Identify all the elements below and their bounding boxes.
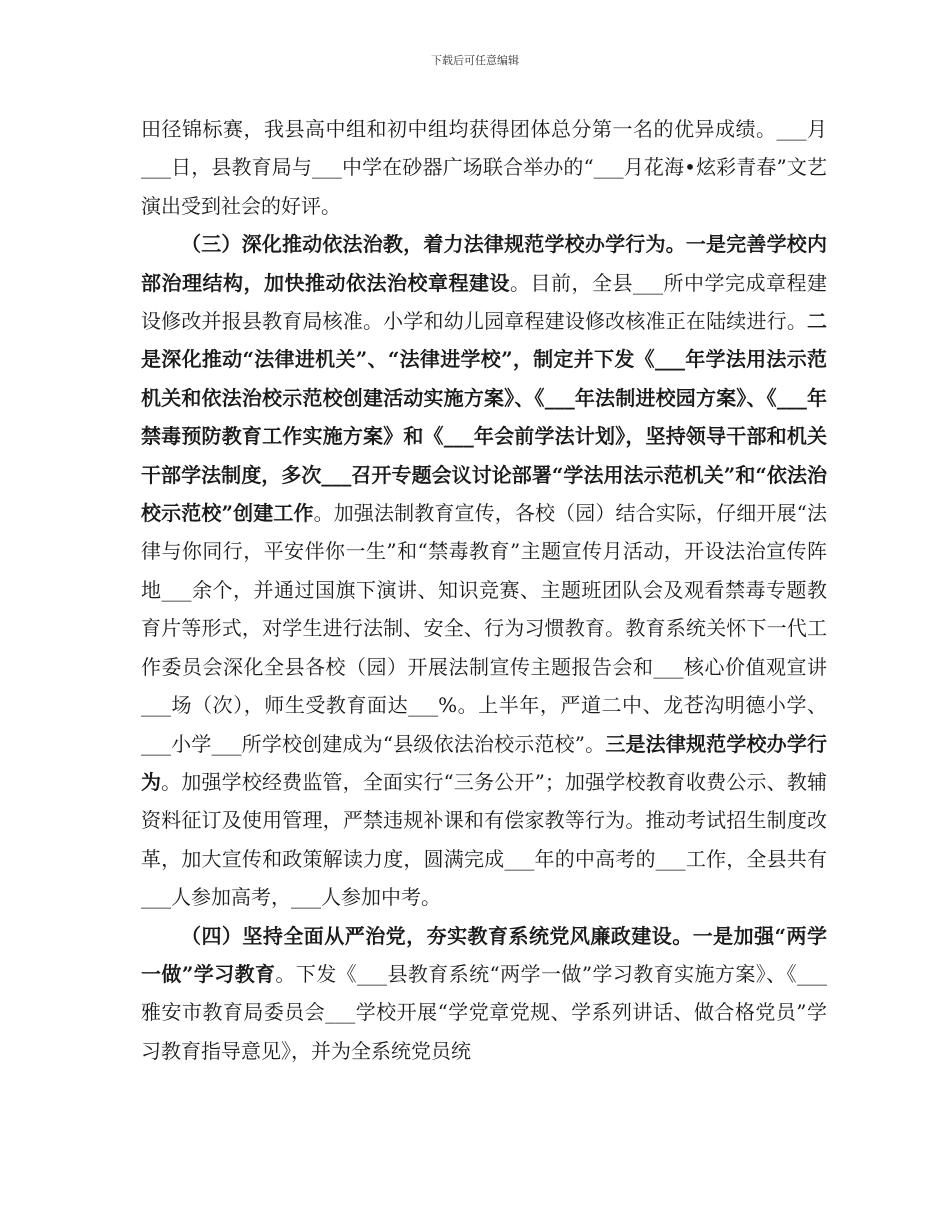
paragraph-2: [141, 225, 827, 916]
paragraph-1: [141, 110, 827, 225]
page-header: 下载后可任意编辑: [431, 54, 519, 67]
paragraph-3: [141, 917, 827, 1071]
text-run: 。加强学校经费监管，全面实行“三务公开”；加强学校教育收费公示、教辅资料征订及使用管理，严禁违规补课和有偿家教等行为。推动考试招生制度改革，加大宣传和政策解读力度，圆满完成___年的中高考的___工作，全县共有___人参加高考，___人参加中考。: [141, 769, 827, 910]
text-run: 。加强法制教育宣传，各校（园）结合实际，仔细开展“法律与你同行，平安伴你一生”和“禁毒教育”主题宣传月活动，开设法治宣传阵地___余个，并通过国旗下演讲、知识竞赛、主题班团队会及观看禁毒专题教育片等形式，对学生进行法制、安全、行为习惯教育。教育系统关怀下一代工作委员会深化全县各校（园）开展法制宣传主题报告会和___核心价值观宣讲___场（次），师生受教育面达___%。上半年，严道二中、龙苍沟明德小学、___小学___所学校创建成为“县级依法治校示范校”。: [141, 501, 827, 756]
bold-point-1: 一是完善学校内部治理结构，加快推动依法治校章程建设: [141, 232, 828, 295]
text-run: 。下发《___县教育系统“两学一做”学习教育实施方案》、《___雅安市教育局委员会___学校开展“学党章党规、学系列讲话、做合格党员”学习教育指导意见》，并为全系统党员统: [141, 961, 827, 1063]
text-run: 。目前，全县___所中学完成章程建设修改并报县教育局核准。小学和幼儿园章程建设修改核准正在陆续进行。: [141, 270, 827, 334]
section-heading-3: （三）深化推动依法治教，着力法律规范学校办学行为。: [181, 232, 686, 257]
bold-point-1: 一是加强“两学一做”学习教育: [141, 923, 827, 986]
document-body: [141, 110, 827, 1070]
text-run: 田径锦标赛，我县高中组和初中组均获得团体总分第一名的优异成绩。___月___日，县教育局与___中学在砂器广场联合举办的“___月花海•炫彩青春”文艺演出受到社会的好评。: [141, 117, 827, 218]
section-heading-4: （四）坚持全面从严治党，夯实教育系统党风廉政建设。: [181, 923, 693, 948]
bold-point-2: 二是深化推动“法律进机关”、“法律进学校”，制定并下发《___年学法用法示范机关和依法治校示范校创建活动实施方案》、《___年法制进校园方案》、《___年禁毒预防教育工作实施方案》和《___年会前学法计划》，坚持领导干部和机关干部学法制度，多次___召开专题会议讨论部署“学法用法示范机关”和“依法治校示范校”创建工作: [141, 309, 827, 526]
bold-point-3: 三是法律规范学校办学行为: [141, 731, 828, 794]
